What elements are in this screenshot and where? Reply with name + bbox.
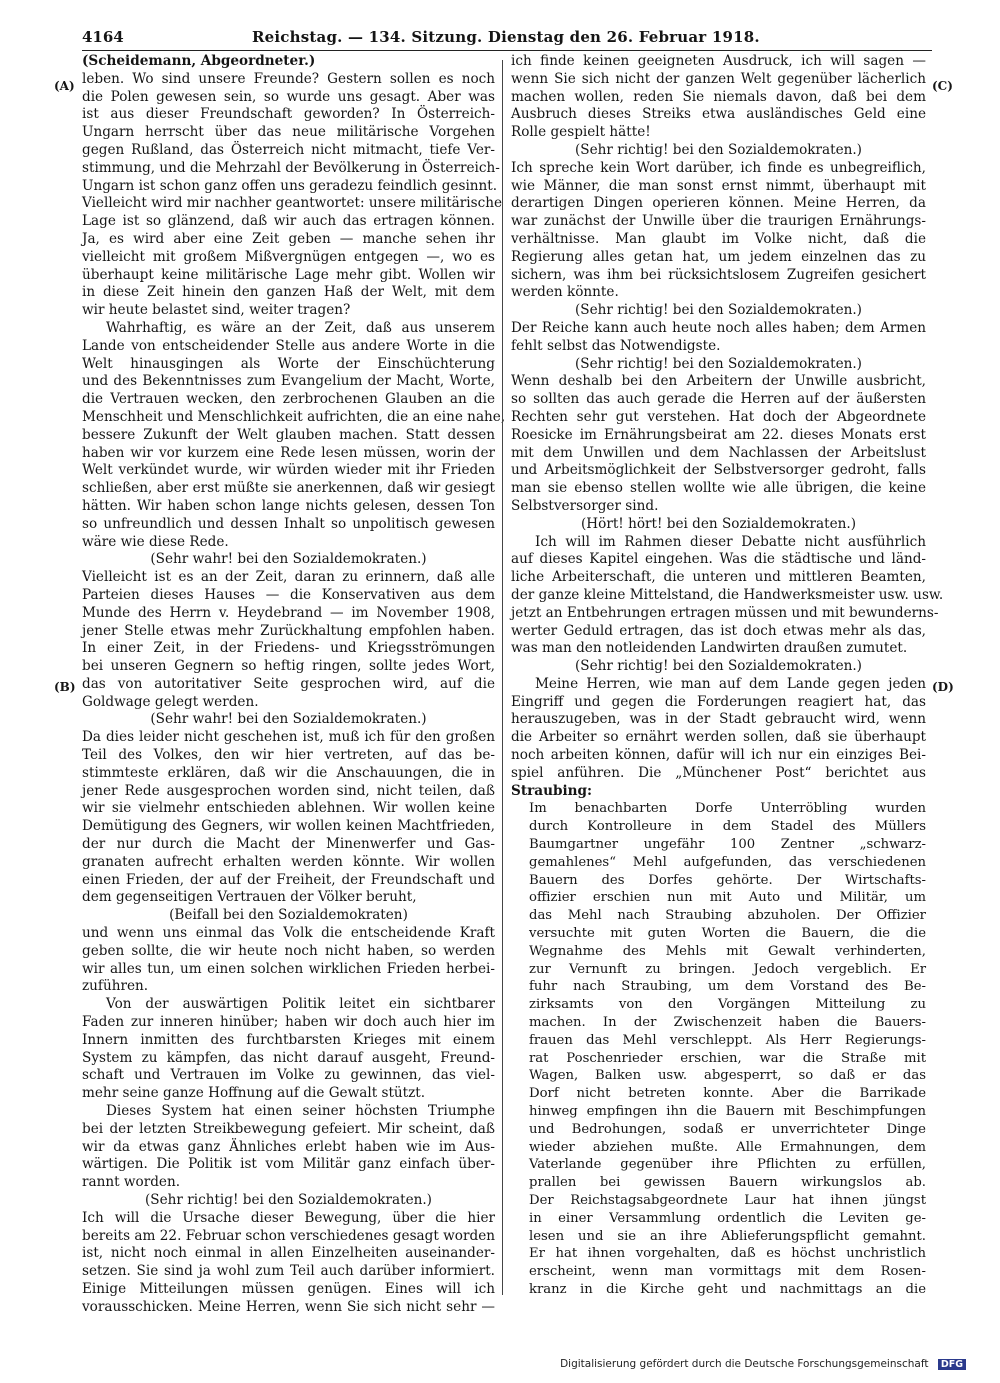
- text-line: machen. In der Zwischenzeit haben die Bauers-: [529, 1015, 926, 1031]
- text-line: Bauern des Dorfes gehörte. Der Wirtschafts-: [529, 872, 926, 888]
- text-line: Vielleicht ist es an der Zeit, daran zu erinnern, daß alle: [82, 569, 495, 586]
- text-line: erscheint, wenn man vormittags mit dem Rosen-: [529, 1264, 926, 1280]
- text-line: schließen, aber erst müßte sie anerkennen, daß wir gesiegt: [82, 480, 495, 497]
- text-line: Vielleicht wird mir nachher geantwortet: unsere militärische: [82, 195, 503, 212]
- text-line: durch Kontrolleure in dem Stadel des Müllers: [529, 819, 926, 835]
- text-line: machen wollen, reden Sie niemals davon, daß bei dem: [511, 88, 926, 105]
- left-column: [82, 53, 506, 1315]
- text-line: zur Vernunft zu bringen. Jedoch vergeblich. Er: [529, 961, 926, 977]
- text-line: Baumgartner ungefähr 100 Zentner „schwarz-: [529, 837, 926, 853]
- text-line: Eingriff und gegen die Forderungen reagiert hat, das: [511, 693, 926, 710]
- right-column: [511, 53, 944, 1297]
- text-line: liche Arbeiterschaft, die unteren und mittleren Beamten,: [511, 569, 926, 586]
- text-line: (Sehr richtig! bei den Sozialdemokraten.): [575, 141, 862, 158]
- text-line: Von der auswärtigen Politik leitet ein sichtbarer: [106, 996, 495, 1013]
- text-line: Parteien dieses Hauses — die Konservativen aus dem: [82, 586, 495, 603]
- text-line: Wegnahme des Mehls mit Gewalt verhinderten,: [529, 943, 926, 959]
- text-line: Welt hinausgingen als Worte der Einschüchterung: [82, 355, 495, 372]
- text-line: Im benachbarten Dorfe Unterröbling wurden: [529, 801, 926, 817]
- text-line: setzen. Sie sind ja wohl zum Teil auch darüber informiert.: [82, 1263, 495, 1280]
- text-line: versuchte mit guten Worten die Bauern, die die: [529, 926, 926, 942]
- text-line: Ich will die Ursache dieser Bewegung, über die hier: [82, 1209, 495, 1226]
- text-line: mehr seine ganze Hoffnung auf die Gewalt stützt.: [82, 1085, 426, 1102]
- text-line: überhaupt keine militärische Lage mehr gibt. Wollen wir: [82, 266, 495, 283]
- text-line: werter Geduld ertragen, das ist doch etwas mehr als das,: [511, 622, 926, 639]
- text-line: ist aus dieser Freundschaft geworden? In Österreich-: [82, 106, 495, 123]
- text-line: Einige Mitteilungen müssen genügen. Eines will ich: [82, 1280, 495, 1297]
- text-line: Ungarn herrscht über das neue militärische Vorgehen: [82, 124, 495, 141]
- text-line: der nur durch die Macht der Minenwerfer und Gas-: [82, 836, 495, 853]
- text-line: jener Rede ausgesprochen worden sind, nicht teilen, daß: [82, 782, 495, 799]
- text-line: kranz in die Kirche geht und nachmittags an die: [529, 1281, 926, 1297]
- text-line: herauszugeben, was in der Stadt gebraucht wird, wenn: [511, 711, 926, 728]
- text-line: (Beifall bei den Sozialdemokraten): [169, 907, 408, 924]
- text-line: hinweg empfingen ihn die Bauern mit Beschimpfungen: [529, 1104, 926, 1120]
- text-line: Wagen, Balken usw. abgesperrt, so daß er das: [529, 1068, 926, 1084]
- text-line: (Sehr wahr! bei den Sozialdemokraten.): [150, 551, 427, 568]
- text-line: die Arbeiter so ernährt werden sollen, daß sie überhaupt: [511, 729, 926, 746]
- text-line: stimmung, und die Mehrzahl der Bevölkerung in Österreich-: [82, 159, 500, 176]
- text-line: werden könnte.: [511, 284, 619, 301]
- text-line: (Sehr richtig! bei den Sozialdemokraten.): [145, 1192, 432, 1208]
- text-line: wärtigen. Die Politik ist vom Militär ganz einfach über-: [82, 1156, 495, 1173]
- text-line: Regierung alles getan hat, um jedem einzelnen das zu: [511, 248, 926, 265]
- text-line: Menschheit und Menschlichkeit aufrichten, die an eine nahe,: [82, 408, 506, 425]
- footer-credit-text: Digitalisierung gefördert durch die Deutsche Forschungsgemeinschaft: [560, 1358, 929, 1370]
- text-line: wieder abziehen mußte. Alle Ermahnungen, dem: [529, 1139, 926, 1155]
- text-line: Selbstversorger sind.: [511, 497, 659, 514]
- text-line: bei unseren Gegnern so heftig ringen, sollte jedes Wort,: [82, 658, 495, 675]
- text-line: auf dieses Kapitel eingehen. Was die städtische und länd-: [511, 551, 926, 568]
- text-line: frauen das Mehl verschleppt. Als Herr Regierungs-: [529, 1032, 926, 1048]
- text-line: Welt verkündet wurde, wir würden wieder mit ihr Frieden: [82, 462, 495, 479]
- text-line: schaft und Vertrauen im Volke zu gewinnen, das viel-: [82, 1067, 495, 1084]
- text-line: und wenn uns einmal das Volk die entscheidende Kraft: [82, 925, 495, 942]
- text-line: bei der letzten Streikbewegung gefeiert. Mir scheint, daß: [82, 1120, 495, 1137]
- text-line: (Sehr wahr! bei den Sozialdemokraten.): [150, 711, 427, 728]
- text-line: jetzt an Entbehrungen ertragen müssen und mit bewunderns-: [511, 604, 939, 621]
- text-line: Lande von entscheidender Stelle aus andere Worte in die: [82, 337, 495, 354]
- text-line: so sollten das auch gerade die Herren auf der äußersten: [511, 391, 926, 408]
- text-line: bessere Zukunft der Welt glauben machen. Statt dessen: [82, 426, 495, 443]
- text-line: Der Reichstagsabgeordnete Laur hat ihnen jüngst: [529, 1193, 926, 1208]
- text-line: Er hat ihnen vorgehalten, daß es höchst unchristlich: [529, 1246, 926, 1262]
- text-line: derartigen Dingen operieren können. Meine Herren, da: [511, 195, 926, 212]
- text-line: der ganze kleine Mittelstand, die Handwerksmeister usw. usw.: [511, 586, 944, 603]
- text-line: rannt worden.: [82, 1174, 181, 1191]
- text-line: Dieses System hat einen seiner höchsten Triumphe: [106, 1103, 495, 1120]
- text-line: haben wir vor kurzem eine Rede lesen müssen, worin der: [82, 444, 495, 461]
- text-line: wir da etwas ganz Ähnliches erlebt haben wie im Aus-: [82, 1138, 495, 1155]
- text-line: und Arbeitsmöglichkeit der Selbstversorger gedroht, falls: [511, 462, 926, 479]
- text-line: hätten. Wir haben schon lange nichts gelesen, dessen Ton: [82, 497, 495, 514]
- text-line: die Polen gewesen sein, so wurde uns gesagt. Aber was: [82, 88, 495, 105]
- text-line: Straubing:: [511, 782, 593, 799]
- text-line: zuführen.: [82, 978, 149, 995]
- text-line: mit dem Unwillen und dem Nachlassen der Arbeitslust: [511, 444, 926, 461]
- header-rule: [82, 50, 932, 51]
- text-line: und Bedrohungen, sodaß er unverrichteter Dinge: [529, 1121, 926, 1137]
- text-line: verhältnisse. Man glaubt im Volke nicht, daß die: [511, 230, 926, 247]
- text-line: was man den notleidenden Landwirten draußen zumutet.: [511, 640, 908, 657]
- page-number: 4164: [82, 28, 124, 46]
- page-title: Reichstag. — 134. Sitzung. Dienstag den 26. Februar 1918.: [252, 28, 760, 46]
- text-line: fehlt selbst das Notwendigste.: [511, 337, 721, 354]
- text-line: geben sollte, die wir heute noch nicht haben, so werden: [82, 942, 495, 959]
- text-line: Rechten sehr gut verstehen. Hat doch der Abgeordnete: [511, 408, 926, 425]
- text-line: dem gegenseitigen Vertrauen der Völker beruht,: [82, 889, 417, 906]
- text-line: Meine Herren, wie man auf dem Lande gegen jeden: [535, 675, 926, 692]
- text-line: Ich spreche kein Wort darüber, ich finde es unbegreiflich,: [511, 159, 926, 176]
- text-line: ist, nicht noch einmal in allen Einzelheiten auseinander-: [82, 1245, 495, 1262]
- text-line: gemahlenes“ Mehl aufgefunden, das verschiedenen: [529, 854, 926, 870]
- text-line: offizier erschien nun mit Auto und Militär, um: [529, 890, 926, 906]
- text-line: ich finde keinen geeigneten Ausdruck, ich will sagen —: [511, 53, 926, 69]
- text-line: wäre wie diese Rede.: [82, 533, 229, 550]
- text-line: System zu kämpfen, das nicht darauf ausgeht, Freund-: [82, 1049, 495, 1066]
- margin-mark-b: (B): [54, 680, 76, 694]
- text-line: die Vertrauen wecken, den zerbrochenen Glauben an die: [82, 391, 495, 408]
- margin-mark-a: (A): [54, 79, 75, 93]
- text-line: spiel anführen. Die „Münchener Post“ berichtet aus: [511, 764, 926, 781]
- text-line: In einer Zeit, in der Friedens- und Kriegsströmungen: [82, 640, 495, 657]
- text-line: wir alles tun, um einen solchen wirklichen Frieden herbei-: [82, 960, 495, 977]
- text-line: Goldwage gelegt werden.: [82, 693, 259, 710]
- text-line: Demütigung des Gegners, wir wollen keinen Machtfrieden,: [82, 818, 495, 835]
- text-line: in diese Zeit hinein den ganzen Haß der Welt, mit dem: [82, 284, 495, 301]
- text-line: Ausbruch dieses Streiks etwa ausländisches Geld eine: [511, 106, 926, 123]
- text-line: wie Männer, die man sonst ernst nimmt, überhaupt mit: [511, 177, 926, 194]
- text-line: Rolle gespielt hätte!: [511, 124, 651, 141]
- text-line: Vaterlande gegenüber ihre Pflichten zu erfüllen,: [529, 1157, 926, 1173]
- footer-credit: [560, 1358, 966, 1370]
- text-line: (Scheidemann, Abgeordneter.): [82, 53, 316, 69]
- text-line: stimmteste erklären, daß wir die Anschauungen, die in: [82, 764, 495, 781]
- text-line: (Sehr richtig! bei den Sozialdemokraten.): [575, 658, 862, 675]
- text-line: rat Poschenrieder erschien, war die Straße mit: [529, 1050, 926, 1066]
- text-line: man sie ebenso stellen wollte wie alle übrigen, die keine: [511, 480, 926, 497]
- text-line: Ich will im Rahmen dieser Debatte nicht ausführlich: [535, 533, 926, 550]
- text-line: wir heute belastet sind, weiter tragen?: [82, 302, 351, 319]
- text-line: so unfreundlich und dessen Inhalt so unpolitisch gewesen: [82, 515, 495, 532]
- text-line: (Sehr richtig! bei den Sozialdemokraten.): [575, 302, 862, 319]
- text-line: gegen Rußland, das Österreich nicht mitmacht, tiefe Ver-: [82, 141, 495, 158]
- text-line: das Mehl nach Straubing abzuholen. Der Offizier: [529, 908, 926, 924]
- text-line: zirksamts von den Vorgängen Mitteilung zu: [529, 997, 926, 1013]
- text-line: bereits am 22. Februar schon verschiedenes gesagt worden: [82, 1227, 495, 1244]
- text-line: Roesicke im Ernährungsbeirat am 22. dieses Monats erst: [511, 426, 926, 443]
- text-line: fuhr nach Straubing, um dem Vorstand des Be-: [529, 979, 926, 995]
- text-line: Ungarn ist schon ganz offen uns geradezu feindlich gesinnt.: [82, 177, 498, 194]
- text-line: Teil des Volkes, den wir hier vertreten, auf das be-: [82, 747, 495, 764]
- text-line: Der Reiche kann auch heute noch alles haben; dem Armen: [511, 319, 926, 336]
- text-line: leben. Wo sind unsere Freunde? Gestern sollen es noch: [82, 70, 495, 87]
- page-header: [82, 28, 928, 50]
- text-line: Dorf nicht betreten konnte. Aber die Barrikade: [529, 1086, 926, 1102]
- text-line: granaten aufrecht erhalten werden könnte. Wir wollen: [82, 853, 495, 870]
- text-line: (Hört! hört! bei den Sozialdemokraten.): [580, 515, 856, 532]
- margin-mark-c: (C): [932, 79, 953, 93]
- text-line: jener Stelle etwas mehr Zurückhaltung empfohlen haben.: [82, 622, 495, 639]
- text-line: vielleicht mit großem Mißvergnügen entgegen —, wo es: [82, 248, 495, 265]
- text-line: Faden zur inneren hinüber; haben wir doch auch hier im: [82, 1014, 495, 1031]
- text-line: in einer Versammlung ordentlich die Leviten ge-: [529, 1210, 926, 1226]
- text-line: prallen bei gewissen Bauern wirkungslos ab.: [529, 1175, 926, 1191]
- text-line: Ja, es wird aber eine Zeit geben — manche sehen ihr: [82, 230, 495, 247]
- text-line: lesen und sie an ihre Ablieferungspflicht gemahnt.: [529, 1228, 926, 1244]
- text-line: Wenn deshalb bei den Arbeitern der Unwille ausbricht,: [511, 373, 926, 390]
- text-line: war zunächst der Unwille über die traurigen Ernährungs-: [511, 213, 926, 230]
- text-line: sichern, was ihm bei rücksichtslosem Zugreifen gesichert: [511, 266, 926, 283]
- text-line: Lage ist so glänzend, daß wir auch das ertragen können.: [82, 213, 495, 230]
- dfg-logo: DFG: [938, 1359, 966, 1370]
- text-line: das von autoritativer Seite gesprochen wird, auf die: [82, 675, 495, 692]
- text-line: wir sie vielmehr entschieden ablehnen. Wir wollen keine: [82, 800, 495, 817]
- margin-mark-d: (D): [932, 680, 954, 694]
- text-line: noch arbeiten können, dafür will ich nur ein einziges Bei-: [511, 747, 926, 764]
- text-line: Innern inmitten des furchtbarsten Krieges mit einem: [82, 1031, 495, 1048]
- text-line: wenn Sie sich nicht der ganzen Welt gegenüber lächerlich: [511, 70, 926, 87]
- text-line: einen Frieden, der auf der Freiheit, der Freundschaft und: [82, 871, 495, 888]
- text-line: Munde des Herrn v. Heydebrand — im November 1908,: [82, 604, 495, 621]
- column-divider: [502, 60, 503, 1295]
- text-line: Da dies leider nicht geschehen ist, muß ich für den großen: [82, 729, 495, 746]
- text-line: Wahrhaftig, es wäre an der Zeit, daß aus unserem: [106, 319, 495, 336]
- text-line: (Sehr richtig! bei den Sozialdemokraten.): [575, 355, 862, 372]
- text-line: vorausschicken. Meine Herren, wenn Sie sich nicht sehr —: [82, 1298, 495, 1315]
- text-line: und des Bekenntnisses zum Evangelium der Macht, Worte,: [82, 373, 495, 390]
